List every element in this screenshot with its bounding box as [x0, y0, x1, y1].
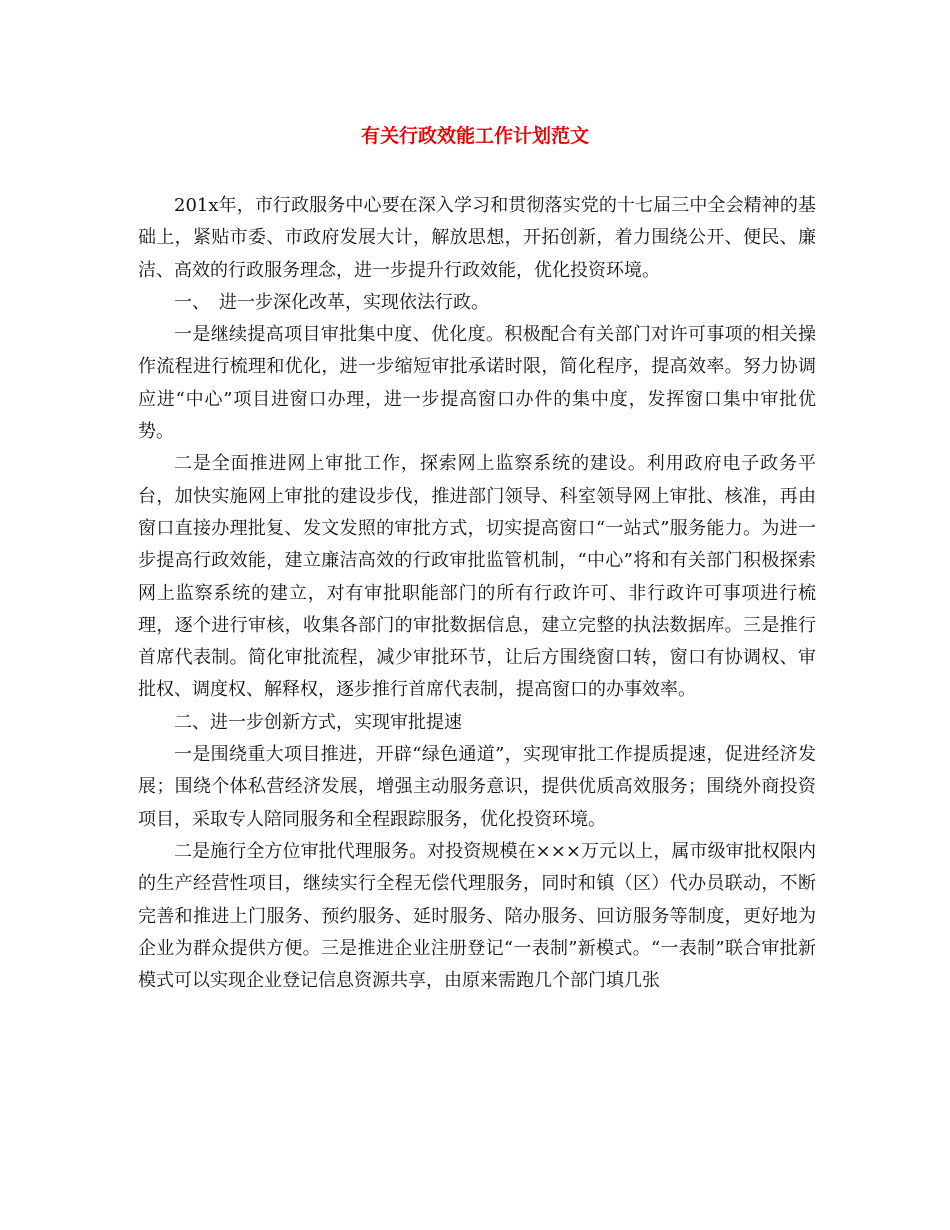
document-body	[138, 190, 816, 997]
section-heading-2: 二、进一步创新方式，实现审批提速	[174, 711, 462, 733]
paragraph-2-2: 二是施行全方位审批代理服务。对投资规模在×××万元以上，属市级审批权限内的生产经营性项目，继续实行全程无偿代理服务，同时和镇（区）代办员联动，不断完善和推进上门服务、预约服务、延时服务、陪办服务、回访服务等制度，更好地为企业为群众提供方便。三是推进企业注册登记“一表制”新模式。“一表制”联合审批新模式可以实现企业登记信息资源共享，由原来需跑几个部门填几张	[138, 840, 816, 992]
paragraph-1-1: 一是继续提高项目审批集中度、优化度。积极配合有关部门对许可事项的相关操作流程进行梳理和优化，进一步缩短审批承诺时限，简化程序，提高效率。努力协调应进“中心”项目进窗口办理，进一步提高窗口办件的集中度，发挥窗口集中审批优势。	[138, 324, 816, 443]
paragraph-2-1: 一是围绕重大项目推进，开辟“绿色通道”，实现审批工作提质提速，促进经济发展；围绕个体私营经济发展，增强主动服务意识，提供优质高效服务；围绕外商投资项目，采取专人陪同服务和全程跟踪服务，优化投资环境。	[138, 744, 816, 830]
paragraph-1-2: 二是全面推进网上审批工作，探索网上监察系统的建设。利用政府电子政务平台，加快实施网上审批的建设步伐，推进部门领导、科室领导网上审批、核准，再由窗口直接办理批复、发文发照的审批方式，切实提高窗口“一站式”服务能力。为进一步提高行政效能，建立廉洁高效的行政审批监管机制，“中心”将和有关部门积极探索网上监察系统的建立，对有审批职能部门的所有行政许可、非行政许可事项进行梳理，逐个进行审核，收集各部门的审批数据信息，建立完整的执法数据库。三是推行首席代表制。简化审批流程，减少审批环节，让后方围绕窗口转，窗口有协调权、审批权、调度权、解释权，逐步推行首席代表制，提高窗口的办事效率。	[138, 453, 816, 701]
document-title: 有关行政效能工作计划范文	[360, 125, 589, 147]
section-heading-1: 一、 进一步深化改革，实现依法行政。	[174, 291, 489, 313]
paragraph-intro: 201x年，市行政服务中心要在深入学习和贯彻落实党的十七届三中全会精神的基础上，紧贴市委、市政府发展大计，解放思想，开拓创新，着力围绕公开、便民、廉洁、高效的行政服务理念，进一步提升行政效能，优化投资环境。	[138, 195, 816, 281]
